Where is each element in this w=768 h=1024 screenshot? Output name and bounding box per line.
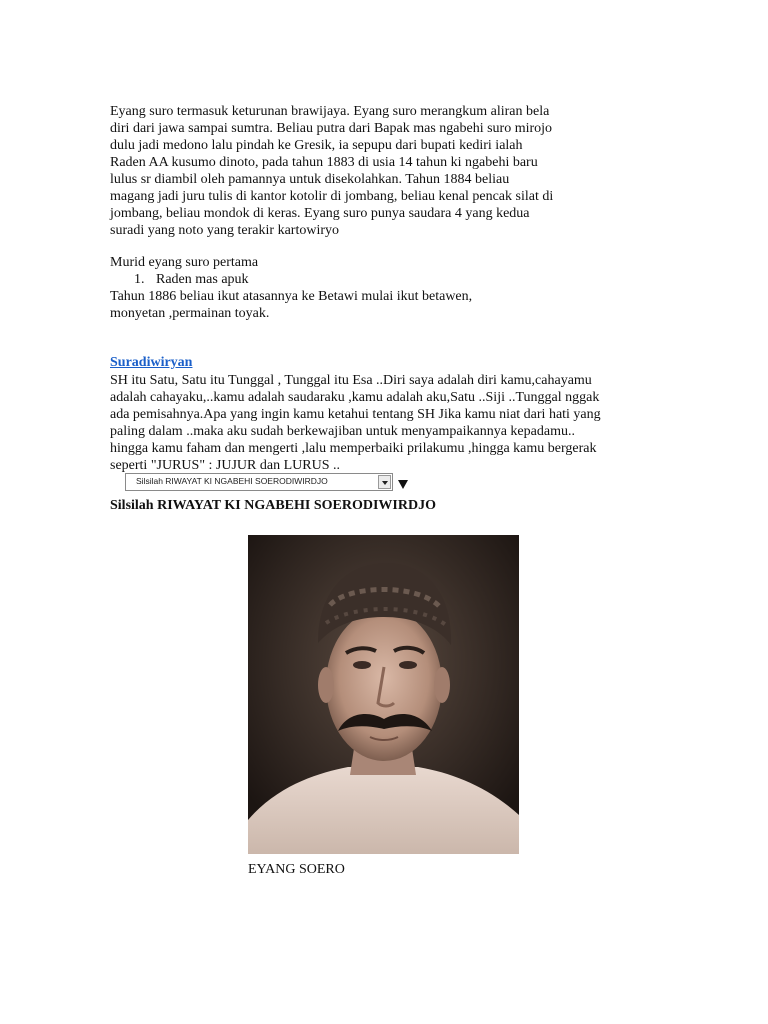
list-item: [134, 271, 249, 288]
select-value: Silsilah RIWAYAT KI NGABEHI SOERODIWIRDJO: [136, 476, 328, 486]
photo-caption: EYANG SOERO: [248, 862, 345, 877]
text-line: Raden AA kusumo dinoto, pada tahun 1883 di usia 14 tahun ki ngabehi baru: [110, 155, 538, 170]
portrait-illustration: [248, 535, 519, 854]
list-item-number: 1.: [134, 272, 145, 287]
list-item-text: Raden mas apuk: [156, 272, 249, 287]
text-line: jombang, beliau mondok di keras. Eyang suro punya saudara 4 yang kedua: [110, 206, 530, 221]
text-line: Eyang suro termasuk keturunan brawijaya. Eyang suro merangkum aliran bela: [110, 104, 550, 119]
tahun-paragraph: [110, 288, 472, 322]
text-line: adalah cahayaku,..kamu adalah saudaraku ,kamu adalah aku,Satu ..Siji ..Tunggal nggak: [110, 390, 600, 405]
murid-heading-text: Murid eyang suro pertama: [110, 255, 259, 270]
text-line: suradi yang noto yang terakir kartowiryo: [110, 223, 339, 238]
murid-heading: [110, 254, 258, 271]
murid-list: [134, 271, 249, 288]
intro-paragraph: [110, 103, 553, 239]
text-line: diri dari jawa sampai sumtra. Beliau putra dari Bapak mas ngabehi suro mirojo: [110, 121, 553, 136]
suradiwiryan-link[interactable]: Suradiwiryan: [110, 355, 193, 370]
text-line: dulu jadi medono lalu pindah ke Gresik, ia sepupu dari bupati kediri ialah: [110, 138, 523, 153]
sh-paragraph: [110, 372, 601, 474]
text-line: SH itu Satu, Satu itu Tunggal , Tunggal itu Esa ..Diri saya adalah diri kamu,cahayamu: [110, 373, 592, 388]
text-line: magang jadi juru tulis di kantor kotolir di jombang, beliau kenal pencak silat di: [110, 189, 554, 204]
text-line: paling dalam ..maka aku sudah berkewajiban untuk menyampaikannya kepadamu..: [110, 424, 575, 439]
chevron-down-icon[interactable]: [378, 475, 391, 489]
text-line: Tahun 1886 beliau ikut atasannya ke Betawi mulai ikut betawen,: [110, 289, 473, 304]
text-line: monyetan ,permainan toyak.: [110, 306, 270, 321]
silsilah-heading: Silsilah RIWAYAT KI NGABEHI SOERODIWIRDJO: [110, 498, 436, 513]
text-line: hingga kamu faham dan mengerti ,lalu memperbaiki prilakumu ,hingga kamu bergerak: [110, 441, 597, 456]
text-line: lulus sr diambil oleh pamannya untuk disekolahkan. Tahun 1884 beliau: [110, 172, 510, 187]
text-line: seperti "JURUS" : JUJUR dan LURUS ..: [110, 458, 340, 473]
caret-down-icon: [398, 480, 408, 489]
text-line: ada pemisahnya.Apa yang ingin kamu ketahui tentang SH Jika kamu niat dari hati yang: [110, 407, 601, 422]
portrait-photo: [248, 535, 519, 854]
silsilah-select[interactable]: [125, 473, 393, 491]
